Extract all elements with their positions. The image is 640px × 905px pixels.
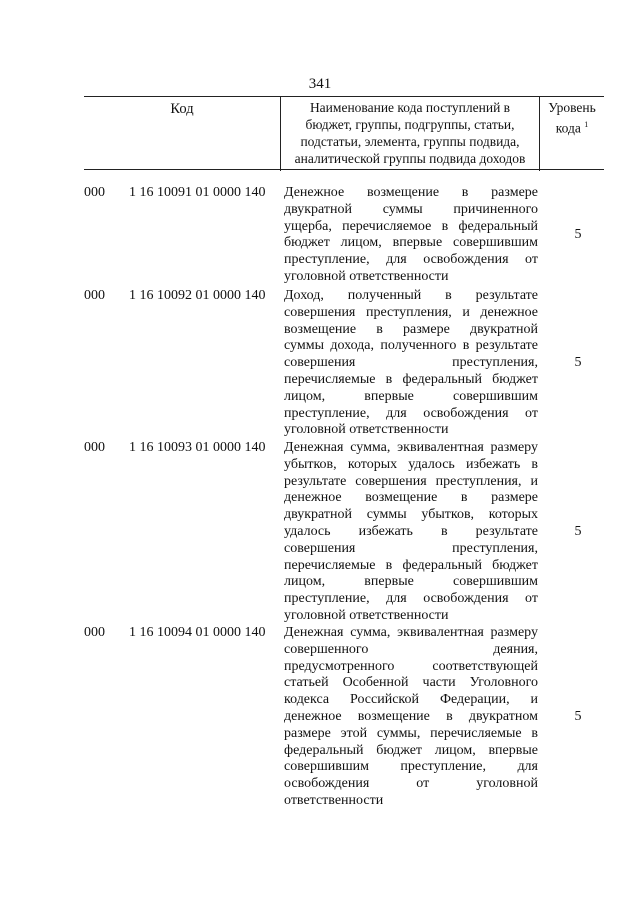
header-code: Код [170, 101, 194, 117]
description-line: денежное возмещение в двукратном [284, 708, 538, 724]
description-line: результате совершения преступления, и [284, 473, 538, 489]
description-line: перечисляемые в федеральный бюджет [284, 371, 538, 387]
description-line: уголовной ответственности [284, 268, 449, 284]
description-line: Денежная сумма, эквивалентная размеру [284, 625, 538, 640]
description-line: совершения преступления, [284, 540, 538, 556]
description-line: преступление, для освобождения от [284, 252, 538, 268]
description-line: ответственности [284, 792, 384, 808]
page-number: 341 [308, 76, 332, 92]
description-line: кодекса Российской Федерации, и [284, 692, 538, 708]
description-line: уголовной ответственности [284, 607, 449, 623]
income-code: 1 16 10093 01 0000 140 [129, 440, 266, 455]
description-line: перечисляемые в федеральный бюджет [284, 557, 538, 573]
description-line: освобождения от уголовной [284, 776, 538, 792]
description-line: двукратной суммы убытков, которых [284, 507, 538, 523]
footnote-mark: 1 [584, 120, 589, 129]
description-line: преступление, для освобождения от [284, 405, 538, 421]
description-line: денежное возмещение в размере [284, 490, 538, 506]
description-line: федеральный бюджет лицом, впервые [284, 742, 538, 758]
header-name-line: подстатьи, элемента, группы подвида, [300, 134, 520, 149]
description-line: лицом, впервые совершившим [284, 388, 538, 404]
description-line: преступление, для освобождения от [284, 591, 538, 607]
description-line: ущерба, перечисляемое в федеральный [284, 218, 538, 234]
description-line: совершения преступления, [284, 355, 538, 371]
code-level: 5 [574, 355, 582, 370]
income-description [284, 288, 538, 439]
description-line: убытков, которых удалось избежать в [284, 456, 538, 472]
description-line: двукратной суммы причиненного [284, 201, 538, 217]
description-line: уголовной ответственности [284, 422, 449, 438]
description-line: Денежное возмещение в размере [284, 185, 538, 200]
code-level: 5 [574, 227, 582, 242]
description-line: возмещение в размере двукратной [284, 321, 538, 337]
code-level: 5 [574, 524, 582, 539]
description-line: совершенного деяния, [284, 641, 538, 657]
admin-code: 000 [84, 288, 105, 303]
header-level-line: Уровень [548, 100, 596, 115]
header-level [540, 97, 604, 171]
header-level-word: кода [555, 120, 581, 136]
income-code: 1 16 10094 01 0000 140 [129, 625, 266, 640]
income-code: 1 16 10091 01 0000 140 [129, 185, 266, 200]
income-code: 1 16 10092 01 0000 140 [129, 288, 266, 303]
income-description [284, 625, 538, 810]
description-line: статьей Особенной части Уголовного [284, 675, 538, 691]
header-name-line: Наименование кода поступлений в [309, 100, 511, 115]
income-description [284, 440, 538, 625]
description-line: совершения преступления, и денежное [284, 304, 538, 320]
code-level: 5 [574, 709, 582, 724]
description-line: лицом, впервые совершившим [284, 574, 538, 590]
header-level-line [540, 116, 604, 137]
description-line: размере этой суммы, перечисляемые в [284, 725, 538, 741]
admin-code: 000 [84, 625, 105, 640]
income-description [284, 185, 538, 286]
description-line: удалось избежать в результате [284, 523, 538, 539]
description-line: Денежная сумма, эквивалентная размеру [284, 440, 538, 455]
table-header [84, 96, 604, 170]
admin-code: 000 [84, 185, 105, 200]
header-name-line: аналитической группы подвида доходов [294, 151, 526, 166]
header-name [280, 97, 540, 171]
description-line: предусмотренного соответствующей [284, 658, 538, 674]
admin-code: 000 [84, 440, 105, 455]
description-line: суммы дохода, полученного в результате [284, 338, 538, 354]
description-line: Доход, полученный в результате [284, 288, 538, 303]
description-line: совершившим преступление, для [284, 759, 538, 775]
header-name-line: бюджет, группы, подгруппы, статьи, [305, 117, 515, 132]
description-line: бюджет лицом, впервые совершившим [284, 235, 538, 251]
